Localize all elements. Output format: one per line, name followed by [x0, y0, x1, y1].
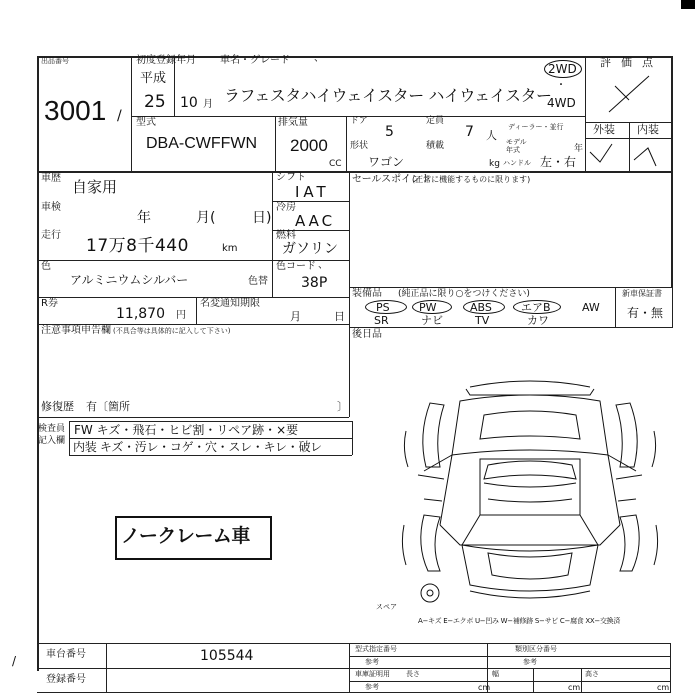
- model-name: ラフェスタハイウェイスター ハイウェイスター: [224, 86, 552, 105]
- recycle-value: 11,870: [116, 306, 165, 322]
- equipment-note: (純正品に限り○をつけください): [398, 289, 530, 299]
- history-label: 車歴: [41, 173, 61, 184]
- capacity-value: 7: [465, 124, 474, 140]
- damage-legend: A−キズ E−エクボ U−凹み W−補修跡 S−サビ C−腐食 XX−交換済: [418, 617, 621, 625]
- equipment-aw: AW: [582, 301, 600, 314]
- equipment-navi: ナビ: [421, 314, 443, 327]
- chassis-label: 車台番号: [46, 649, 86, 660]
- steering-label: ハンドル: [503, 159, 531, 167]
- dimensions-height-unit: cm: [657, 683, 670, 692]
- cooler-label: 冷房: [276, 202, 296, 213]
- registration-era: 平成: [140, 71, 167, 86]
- dimensions-ref: 参考: [365, 683, 379, 691]
- certification-ref: 参考: [365, 658, 379, 666]
- equipment-label: 装備品: [352, 288, 382, 299]
- chassis-value: 105544: [200, 648, 254, 664]
- shift-label: シフト: [276, 172, 306, 183]
- inspector-label-2: 記入欄: [38, 436, 66, 446]
- dimensions-label: 車庫証明用: [355, 670, 390, 678]
- color-code-mark: 、: [318, 260, 328, 271]
- inspector-row-2: 内装 キズ・汚レ・コゲ・穴・スレ・キレ・破レ: [73, 440, 322, 454]
- recycle-unit: 円: [176, 310, 186, 321]
- cooler-value: AAC: [295, 212, 336, 230]
- model-year-unit: 年: [574, 144, 584, 154]
- mileage-unit: km: [222, 243, 238, 254]
- registration-label: 初度登録年月: [136, 55, 196, 66]
- dealer-label: ディーラー・並行: [508, 123, 564, 131]
- no-claim-stamp: ノークレーム車: [121, 525, 250, 547]
- type-code-label: 型式: [136, 117, 156, 128]
- repair-value: 有〔箇所: [86, 400, 130, 413]
- notes-sub: (不具合等は具体的に記入して下さい): [113, 327, 231, 335]
- inspector-row-1: FW キズ・飛石・ヒビ割・リペア跡・×要: [74, 423, 299, 437]
- category-ref: 参考: [523, 658, 537, 666]
- fuel-value: ガソリン: [282, 241, 338, 257]
- load-unit: kg: [489, 159, 500, 169]
- dimensions-height: 高さ: [585, 670, 599, 678]
- model-year-label-1: モデル: [506, 138, 527, 146]
- doors-label: ドア: [350, 116, 368, 126]
- doors-value: 5: [385, 124, 394, 140]
- post-install-label: 後日品: [352, 329, 382, 340]
- inspection-day: 日): [252, 210, 272, 226]
- registration-month: 10: [180, 95, 198, 111]
- load-label: 積載: [426, 141, 445, 151]
- mileage-value: 17万8千440: [86, 236, 189, 256]
- name-change-month: 月: [290, 310, 301, 323]
- equipment-ps: PS: [376, 301, 390, 314]
- frame-left: [37, 56, 39, 171]
- body-shape-label: 形状: [350, 141, 369, 151]
- exterior-label: 外装: [593, 123, 615, 136]
- spare-label: スペア: [376, 603, 397, 611]
- equipment-airbag: エアB: [521, 301, 551, 314]
- frame-top: [37, 56, 673, 58]
- color-change-label: 色替: [248, 276, 268, 287]
- model-year-label-2: 年式: [506, 146, 520, 154]
- plate-label: 登録番号: [46, 674, 86, 685]
- displacement-label: 排気量: [278, 117, 308, 128]
- registration-year: 25: [144, 92, 166, 112]
- lot-mark: /: [117, 108, 122, 124]
- equipment-tv: TV: [475, 314, 490, 327]
- equipment-leather: カワ: [527, 314, 549, 327]
- capacity-unit: 人: [486, 129, 497, 142]
- fuel-label: 燃料: [276, 230, 296, 241]
- name-change-label: 名変通知期限: [200, 298, 260, 309]
- four-wd: 4WD: [547, 96, 576, 110]
- model-mark: 、: [314, 53, 324, 64]
- name-change-day: 日: [334, 310, 345, 323]
- two-wd: 2WD: [548, 62, 577, 76]
- exterior-interior-marks: [586, 140, 672, 170]
- car-damage-diagram: [400, 375, 660, 607]
- inspection-label: 車検: [41, 202, 61, 213]
- corner-mark: [681, 0, 695, 9]
- color-label: 色: [41, 261, 51, 272]
- auction-no-label: 出品番号: [41, 57, 69, 65]
- registration-month-unit: 月: [203, 99, 213, 110]
- displacement-unit: CC: [329, 159, 342, 169]
- dimensions-length-unit: cm: [478, 683, 491, 692]
- equipment-abs: ABS: [470, 301, 492, 314]
- displacement-value: 2000: [290, 136, 328, 155]
- recycle-label: R券: [41, 298, 58, 309]
- left-margin-mark: /: [12, 654, 17, 668]
- mileage-label: 走行: [41, 230, 61, 241]
- color-code-label: 色コード: [276, 261, 316, 272]
- sales-point-label: セールスポイント: [352, 174, 432, 185]
- sales-point-note: (正常に機能するものに限ります): [412, 175, 531, 184]
- dimensions-length: 長さ: [406, 670, 420, 678]
- capacity-label: 定員: [426, 116, 445, 126]
- warranty-label: 新車保証書: [622, 289, 662, 298]
- repair-close: 〕: [337, 400, 348, 413]
- inspector-label-1: 検査員: [38, 424, 66, 434]
- equipment-sr: SR: [374, 314, 389, 327]
- notes-label: 注意事項申告欄: [41, 325, 111, 336]
- inspection-month: 月(: [196, 210, 216, 226]
- body-shape-value: ワゴン: [368, 155, 405, 169]
- category-label: 類別区分番号: [515, 645, 557, 653]
- inspection-year: 年: [137, 210, 151, 226]
- shift-value: IAT: [295, 183, 330, 201]
- certification-label: 型式指定番号: [355, 645, 397, 653]
- steering-value: 左・右: [540, 155, 577, 169]
- lot-number: 3001: [44, 95, 107, 126]
- dimensions-width-unit: cm: [568, 683, 581, 692]
- color-value: アルミニウムシルバー: [70, 273, 189, 287]
- score-cross-mark: [605, 72, 653, 116]
- interior-label: 内装: [637, 123, 659, 136]
- score-label: 評価点: [600, 56, 663, 69]
- model-label: 車名・グレード: [220, 55, 290, 66]
- warranty-value: 有・無: [627, 306, 664, 320]
- equipment-pw: PW: [419, 301, 437, 314]
- color-code-value: 38P: [301, 275, 328, 291]
- type-code-value: DBA-CWFFWN: [146, 135, 258, 152]
- dimensions-width: 幅: [492, 670, 499, 678]
- drive-dot: ・: [556, 80, 566, 91]
- history-value: 自家用: [72, 178, 118, 196]
- repair-label: 修復歴: [41, 400, 74, 413]
